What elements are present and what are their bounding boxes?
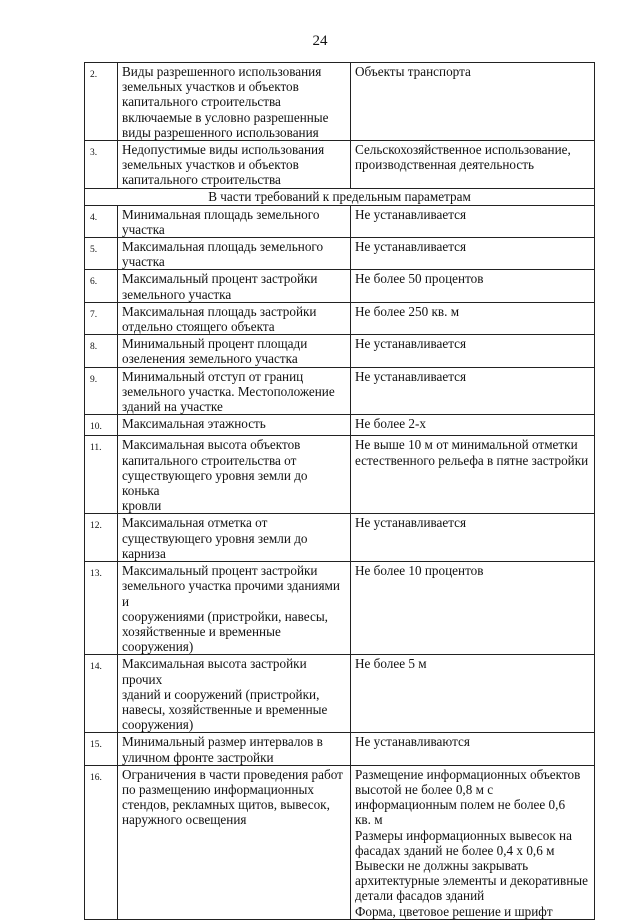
row-value: Не более 50 процентов <box>351 270 595 302</box>
table-row <box>85 270 595 302</box>
row-number: 11. <box>85 436 118 514</box>
row-parameter: Виды разрешенного использования земельных участков и объектов капитального строительства включаемые в условно разрешенные виды разрешенного использования <box>118 63 351 141</box>
row-number: 12. <box>85 514 118 562</box>
table-row <box>85 765 595 919</box>
row-value: Сельскохозяйственное использование, производственная деятельность <box>351 141 595 189</box>
row-value: Не более 5 м <box>351 655 595 733</box>
table-row <box>85 733 595 765</box>
row-value: Не устанавливается <box>351 514 595 562</box>
row-number: 7. <box>85 302 118 334</box>
row-parameter: Максимальная отметка от существующего уровня земли до карниза <box>118 514 351 562</box>
row-value: Не устанавливаются <box>351 733 595 765</box>
row-number: 9. <box>85 367 118 415</box>
row-number: 4. <box>85 205 118 237</box>
row-number: 5. <box>85 238 118 270</box>
row-number: 10. <box>85 415 118 436</box>
section-header: В части требований к предельным параметрам <box>85 188 595 205</box>
table-row <box>85 415 595 436</box>
row-parameter: Минимальный размер интервалов в уличном фронте застройки <box>118 733 351 765</box>
row-number: 6. <box>85 270 118 302</box>
row-parameter: Ограничения в части проведения работ по размещению информационных стендов, рекламных щитов, вывесок, наружного освещения <box>118 765 351 919</box>
row-value: Объекты транспорта <box>351 63 595 141</box>
table-row <box>85 238 595 270</box>
row-number: 2. <box>85 63 118 141</box>
row-value: Размещение информационных объектов высотой не более 0,8 м с информационным полем не более 0,6 кв. м Размеры информационных вывесок на фасадах зданий не более 0,4 х 0,6 м Вывески не должны закрывать архитектурные элементы и декоративные детали фасадов зданий Форма, цветовое решение и шрифт <box>351 765 595 919</box>
row-number: 8. <box>85 335 118 367</box>
table-body-permitted-uses <box>85 63 595 189</box>
table-row <box>85 302 595 334</box>
row-value: Не устанавливается <box>351 238 595 270</box>
row-number: 16. <box>85 765 118 919</box>
section-header-row <box>85 188 595 205</box>
row-value: Не выше 10 м от минимальной отметки естественного рельефа в пятне застройки <box>351 436 595 514</box>
row-parameter: Максимальная площадь застройки отдельно стоящего объекта <box>118 302 351 334</box>
table-row <box>85 367 595 415</box>
table-row <box>85 205 595 237</box>
row-parameter: Минимальный процент площади озеленения земельного участка <box>118 335 351 367</box>
page-number: 24 <box>312 33 328 49</box>
table-row <box>85 335 595 367</box>
table-row <box>85 63 595 141</box>
row-number: 14. <box>85 655 118 733</box>
row-parameter: Максимальный процент застройки земельного участка прочими зданиями и сооружениями (пристройки, навесы, хозяйственные и временные сооружения) <box>118 562 351 655</box>
row-parameter: Максимальная этажность <box>118 415 351 436</box>
table-row <box>85 655 595 733</box>
table-row <box>85 562 595 655</box>
row-parameter: Минимальная площадь земельного участка <box>118 205 351 237</box>
table-body-limits <box>85 205 595 919</box>
row-value: Не более 10 процентов <box>351 562 595 655</box>
row-value: Не устанавливается <box>351 335 595 367</box>
row-parameter: Максимальный процент застройки земельного участка <box>118 270 351 302</box>
table-row <box>85 436 595 514</box>
row-parameter: Максимальная высота застройки прочих зданий и сооружений (пристройки, навесы, хозяйственные и временные сооружения) <box>118 655 351 733</box>
row-parameter: Максимальная высота объектов капитального строительства от существующего уровня земли до конька кровли <box>118 436 351 514</box>
row-value: Не более 2-х <box>351 415 595 436</box>
row-value: Не более 250 кв. м <box>351 302 595 334</box>
table-body-section <box>85 188 595 205</box>
row-value: Не устанавливается <box>351 367 595 415</box>
regulations-table <box>84 62 595 920</box>
row-number: 13. <box>85 562 118 655</box>
row-parameter: Максимальная площадь земельного участка <box>118 238 351 270</box>
row-parameter: Недопустимые виды использования земельных участков и объектов капитального строительства <box>118 141 351 189</box>
row-value: Не устанавливается <box>351 205 595 237</box>
table-row <box>85 141 595 189</box>
row-parameter: Минимальный отступ от границ земельного участка. Местоположение зданий на участке <box>118 367 351 415</box>
row-number: 3. <box>85 141 118 189</box>
table-row <box>85 514 595 562</box>
row-number: 15. <box>85 733 118 765</box>
